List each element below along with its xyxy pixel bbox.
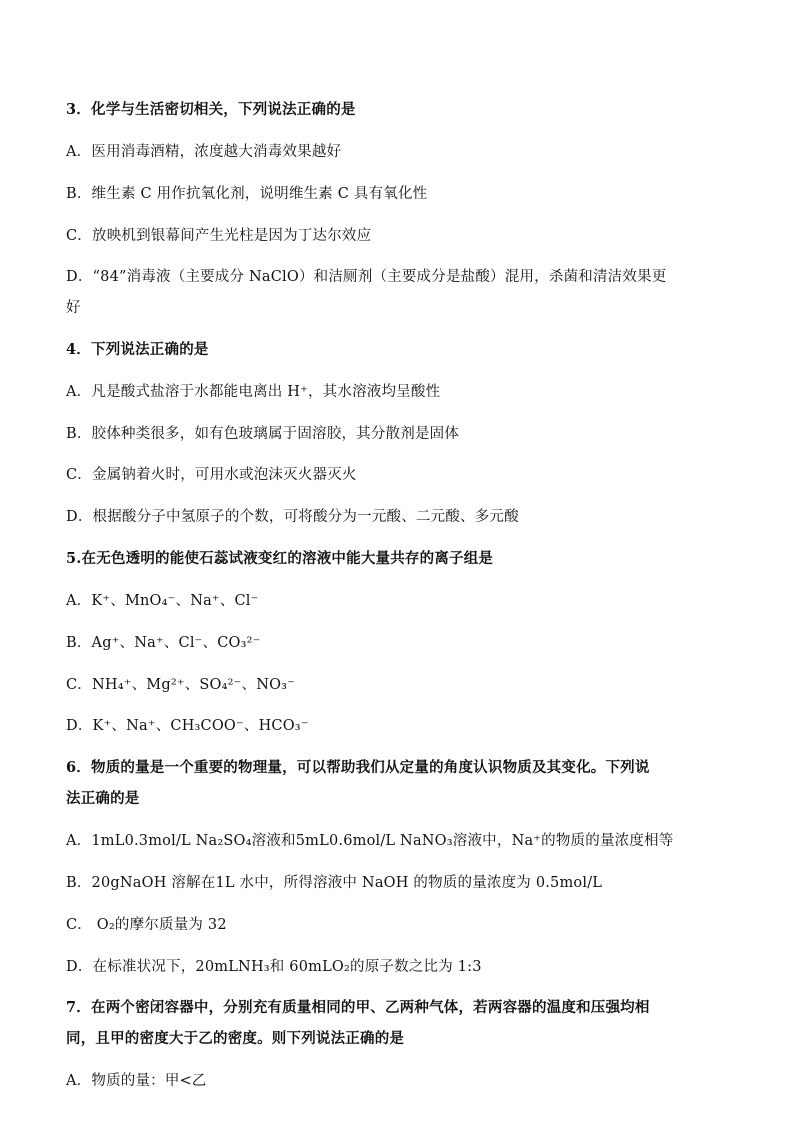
question-4-option-b: B．胶体种类很多，如有色玻璃属于固溶胶，其分散剂是固体 [66,426,460,442]
question-6-option-d: D．在标准状况下，20mLNH₃和 60mLO₂的原子数之比为 1:3 [66,959,482,975]
question-7-stem: 7．在两个密闭容器中，分别充有质量相同的甲、乙两种气体，若两容器的温度和压强均相 [66,999,650,1016]
question-3-option-c: C．放映机到银幕间产生光柱是因为丁达尔效应 [66,228,372,244]
question-6-stem-cont: 法正确的是 [66,790,140,807]
question-6-stem: 6．物质的量是一个重要的物理量，可以帮助我们从定量的角度认识物质及其变化。下列说 [66,759,650,776]
question-7-stem-cont: 同，且甲的密度大于乙的密度。则下列说法正确的是 [66,1030,405,1047]
question-6-option-a: A．1mL0.3mol/L Na₂SO₄溶液和5mL0.6mol/L NaNO₃溶液中，Na⁺的物质的量浓度相等 [66,833,674,849]
question-5-option-c: C．NH₄⁺、Mg²⁺、SO₄²⁻、NO₃⁻ [66,677,296,693]
question-5-option-d: D．K⁺、Na⁺、CH₃COO⁻、HCO₃⁻ [66,718,309,734]
question-6-option-c: C． O₂的摩尔质量为 32 [66,917,227,933]
question-3-option-b: B．维生素 C 用作抗氧化剂，说明维生素 C 具有氧化性 [66,186,428,202]
question-4-option-a: A．凡是酸式盐溶于水都能电离出 H⁺，其水溶液均呈酸性 [66,384,441,400]
question-7-option-a: A．物质的量：甲<乙 [66,1073,207,1089]
question-5-stem: 5.在无色透明的能使石蕊试液变红的溶液中能大量共存的离子组是 [66,550,494,567]
question-5-option-b: B．Ag⁺、Na⁺、Cl⁻、CO₃²⁻ [66,635,261,651]
question-4-option-d: D．根据酸分子中氢原子的个数，可将酸分为一元酸、二元酸、多元酸 [66,509,519,525]
question-3-option-d: D．“84”消毒液（主要成分 NaClO）和洁厕剂（主要成分是盐酸）混用，杀菌和清洁效果更 [66,269,667,285]
question-5-option-a: A．K⁺、MnO₄⁻、Na⁺、Cl⁻ [66,593,259,609]
question-4-option-c: C．金属钠着火时，可用水或泡沫灭火器灭火 [66,467,357,483]
question-3-option-d-cont: 好 [66,300,81,316]
question-3-option-a: A．医用消毒酒精，浓度越大消毒效果越好 [66,144,342,160]
question-6-option-b: B．20gNaOH 溶解在1L 水中，所得溶液中 NaOH 的物质的量浓度为 0.5mol/L [66,875,603,891]
question-3-stem: 3．化学与生活密切相关，下列说法正确的是 [66,101,356,118]
question-4-stem: 4．下列说法正确的是 [66,341,209,358]
